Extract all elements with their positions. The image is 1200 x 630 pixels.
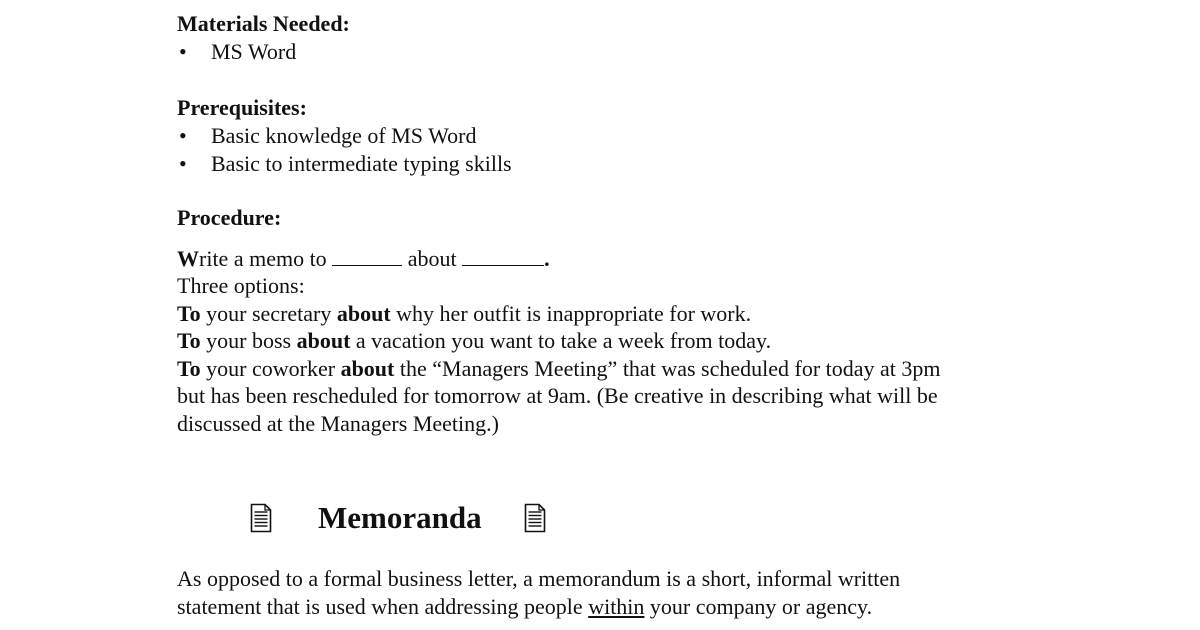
memo-instruction-about: about — [407, 245, 457, 271]
list-item-text: MS Word — [211, 38, 297, 64]
recipient-blank — [332, 249, 402, 266]
memoranda-title-row — [250, 496, 546, 540]
memo-instruction-period: . — [544, 245, 550, 271]
procedure-heading: Procedure: — [177, 205, 282, 230]
materials-heading: Materials Needed: — [177, 11, 350, 36]
paragraph-text: your company or agency. — [644, 593, 873, 619]
bullet-icon: • — [179, 122, 187, 148]
list-item-text: Basic to intermediate typing skills — [211, 150, 512, 176]
options-intro: Three options: — [177, 273, 305, 298]
option-recipient: your boss — [200, 328, 297, 353]
option-about: about — [296, 328, 351, 353]
memo-instruction — [177, 245, 941, 273]
paragraph-line: As opposed to a formal business letter, a memorandum is a short, informal written — [177, 566, 901, 591]
materials-list — [177, 38, 350, 66]
list-item — [177, 122, 512, 150]
option-to: To — [177, 355, 201, 381]
procedure-section — [177, 204, 941, 437]
memoranda-title: Memoranda — [318, 500, 482, 536]
prerequisites-section — [177, 94, 512, 178]
bullet-icon: • — [179, 150, 187, 176]
prerequisites-list — [177, 122, 512, 178]
materials-section — [177, 10, 350, 66]
topic-blank — [462, 249, 544, 266]
memo-instruction-text: rite a memo to — [199, 245, 327, 271]
option-line — [177, 355, 941, 383]
option-recipient: your secretary — [200, 300, 337, 326]
option-topic: a vacation you want to take a week from today. — [350, 328, 772, 353]
paragraph-line — [177, 593, 900, 621]
option-continuation: but has been rescheduled for tomorrow at 9am. (Be creative in describing what will be — [177, 383, 938, 408]
option-about: about — [336, 300, 391, 326]
document-icon — [250, 503, 272, 533]
option-to: To — [177, 328, 201, 353]
bullet-icon: • — [179, 38, 187, 64]
option-line — [177, 327, 941, 355]
memo-instruction-initial: W — [177, 245, 199, 271]
underlined-word: within — [588, 593, 645, 619]
prerequisites-heading: Prerequisites: — [177, 95, 307, 120]
document-icon — [524, 503, 546, 533]
list-item — [177, 38, 350, 66]
option-line — [177, 300, 941, 328]
option-topic: the “Managers Meeting” that was scheduled for today at 3pm — [394, 355, 941, 381]
memoranda-paragraph — [177, 565, 900, 620]
list-item — [177, 150, 512, 178]
option-continuation: discussed at the Managers Meeting.) — [177, 410, 499, 436]
option-topic: why her outfit is inappropriate for work. — [390, 300, 752, 326]
list-item-text: Basic knowledge of MS Word — [211, 122, 477, 148]
option-about: about — [340, 355, 395, 381]
option-to: To — [177, 300, 201, 326]
option-recipient: your coworker — [200, 355, 341, 381]
paragraph-text: statement that is used when addressing people — [177, 593, 589, 619]
